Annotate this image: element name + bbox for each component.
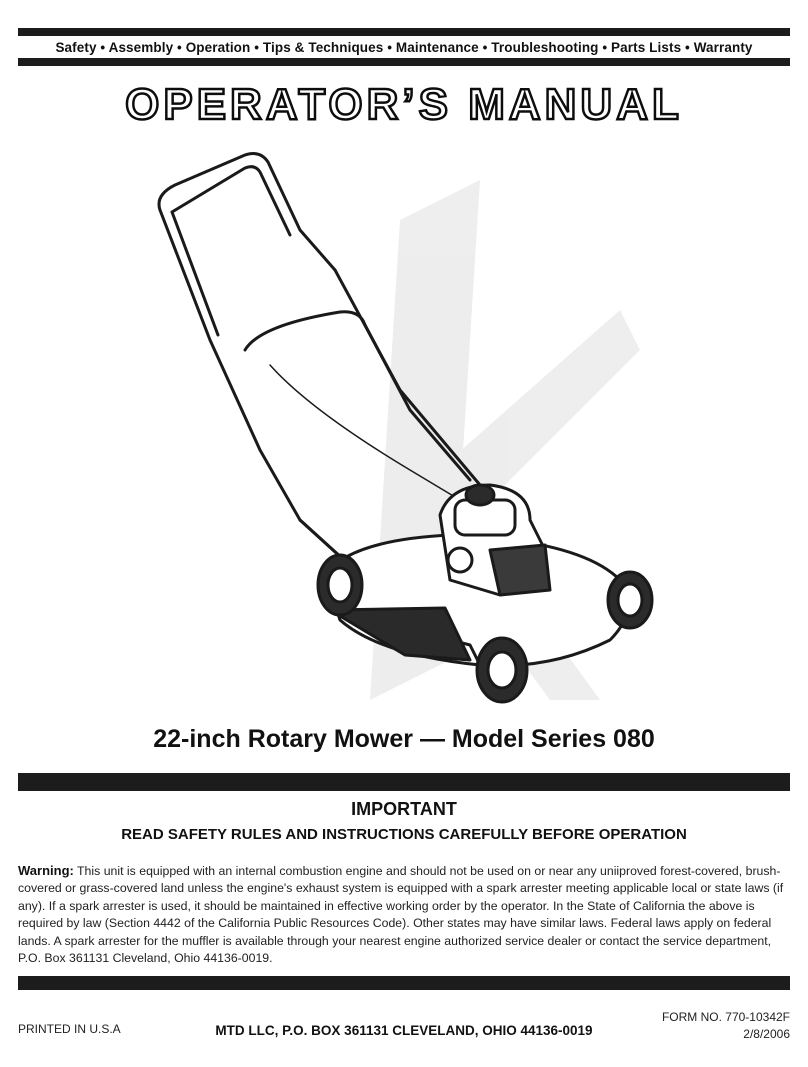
important-heading: IMPORTANT (351, 799, 457, 819)
warning-label: Warning: (18, 863, 74, 878)
manual-title: OPERATOR’S MANUAL (125, 80, 683, 129)
form-date: 2/8/2006 (743, 1027, 790, 1041)
topics-list: Safety • Assembly • Operation • Tips & Techniques • Maintenance • Troubleshooting • Parts Lists • Warranty (18, 36, 790, 58)
company-address: MTD LLC, P.O. BOX 361131 CLEVELAND, OHIO 44136-0019 (215, 1023, 593, 1038)
warning-paragraph (18, 862, 790, 967)
warning-text: This unit is equipped with an internal combustion engine and should not be used on or near any uniiproved forest-covered, brush-covered or grass-covered land unless the engine's exhaust system is equipped with a spark arrester meeting applicable local or state laws (if any). If a spark arrester is used, it should be maintained in effective working order by the operator. In the State of California the above is required by law (Section 4442 of the California Public Resources Code). Other states may have similar laws. Federal laws apply on federal lands. A spark arrester for the muffler is available through your nearest engine authorized service dealer or contact the service department, P.O. Box 361131 Cleveland, Ohio 44136-0019. (18, 864, 784, 966)
model-heading: 22-inch Rotary Mower — Model Series 080 (153, 725, 655, 753)
lawn-mower-illustration (150, 140, 670, 710)
footer-divider (18, 976, 790, 990)
topics-banner (18, 28, 790, 66)
section-divider (18, 773, 790, 791)
printed-in-label: PRINTED IN U.S.A (18, 1022, 121, 1036)
safety-instructions-heading: READ SAFETY RULES AND INSTRUCTIONS CAREFULLY BEFORE OPERATION (121, 826, 687, 843)
form-number: FORM NO. 770-10342F (661, 1010, 790, 1024)
